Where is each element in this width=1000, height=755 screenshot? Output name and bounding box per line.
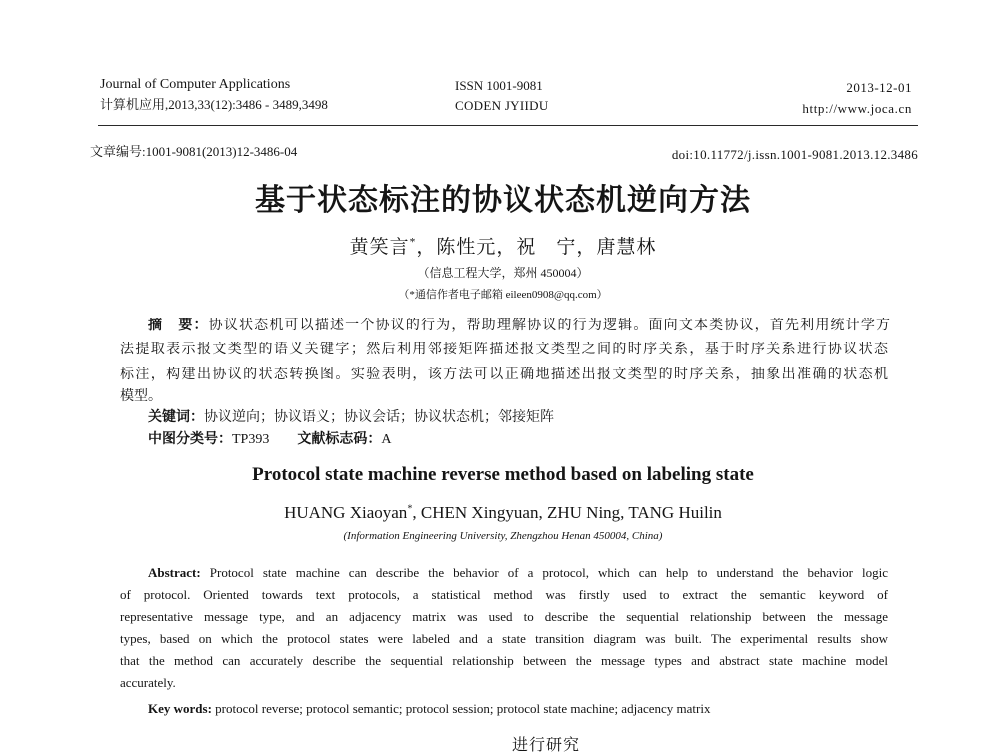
abstract-en-text: Protocol state machine can describe the behavior of a protocol, which can help to understand the behavior logic [209, 565, 888, 580]
authors-cn [8, 237, 998, 260]
abstract-cn-line: 标注，构建出协议的状态转换图。实验表明，该方法可以正确地描述出报文类型的时序关系，抽象出准确的状态机 [120, 367, 888, 382]
title-en: Protocol state machine reverse method based on labeling state [252, 464, 754, 485]
keywords-cn [148, 410, 554, 427]
abstract-en-line: types, based on which the protocol states were labeled and a state transition diagram was built. The experimental results show [120, 631, 888, 646]
authors-en [8, 503, 998, 523]
abstract-cn-line: 模型。 [120, 389, 162, 404]
authors-rest-cn: ，陈性元，祝 宁，唐慧林 [416, 237, 657, 258]
body-text-start: 进行研究 [512, 737, 581, 754]
abstract-cn-line: 法提取表示报文类型的语义关键字；然后利用邻接矩阵描述报文类型之间的时序关系，基于时序关系进行协议状态 [120, 342, 888, 357]
keywords-en-label: Key words: [148, 701, 212, 716]
authors-rest-en: , CHEN Xingyuan, ZHU Ning, TANG Huilin [412, 503, 722, 522]
keywords-en-value: protocol reverse; protocol semantic; protocol session; protocol state machine; adjacency matrix [215, 701, 711, 716]
abstract-en-line: representative message type, and an adjacency matrix was used to describe the sequential relationship between the message [120, 609, 888, 624]
journal-citation-cn: 计算机应用,2013,33(12):3486 - 3489,3498 [100, 97, 328, 112]
coden: CODEN JYIIDU [455, 98, 549, 113]
clc-value: TP393 [232, 432, 270, 447]
issn: ISSN 1001-9081 [455, 78, 543, 93]
journal-name-en: Journal of Computer Applications [100, 77, 291, 92]
title-cn: 基于状态标注的协议状态机逆向方法 [255, 183, 751, 218]
corresponding-author-mark-en: * [407, 503, 413, 515]
keywords-cn-label: 关键词： [148, 410, 204, 425]
abstract-en-line: that the method can accurately describe the sequential relationship between the message types and abstract state machine model [120, 653, 888, 668]
journal-url: http://www.joca.cn [802, 101, 912, 116]
affiliation-en: (Information Engineering University, Zhengzhou Henan 450004, China) [343, 530, 663, 542]
corresponding-email-cn: （*通信作者电子邮箱 eileen0908@qq.com） [398, 289, 608, 301]
publication-date: 2013-12-01 [846, 80, 912, 95]
abstract-cn-line [148, 318, 890, 336]
article-number: 文章编号:1001-9081(2013)12-3486-04 [90, 144, 298, 159]
abstract-en-label: Abstract: [148, 565, 201, 580]
abstract-cn-label: 摘 要： [148, 318, 209, 333]
classification-cn [148, 432, 391, 449]
abstract-en-line [148, 565, 888, 582]
clc-label: 中图分类号： [148, 432, 232, 447]
doi: doi:10.11772/j.issn.1001-9081.2013.12.3486 [671, 147, 918, 162]
author-first-cn: 黄笑言 [349, 237, 410, 258]
affiliation-cn: （信息工程大学，郑州 450004） [417, 266, 589, 280]
header-divider [98, 125, 918, 126]
abstract-en-line: of protocol. Oriented towards text protocols, a statistical method was firstly used to extract the semantic keyword of [120, 587, 888, 602]
abstract-en-line: accurately. [120, 675, 176, 690]
abstract-cn-text: 协议状态机可以描述一个协议的行为，帮助理解协议的行为逻辑。面向文本类协议，首先利用统计学方 [208, 318, 890, 333]
author-first-en: HUANG Xiaoyan [284, 503, 408, 522]
corresponding-author-mark: * [409, 236, 417, 249]
doc-code-value: A [381, 432, 392, 447]
keywords-cn-value: 协议逆向；协议语义；协议会话；协议状态机；邻接矩阵 [204, 410, 554, 425]
doc-code-label: 文献标志码： [297, 432, 382, 447]
keywords-en [148, 701, 710, 717]
